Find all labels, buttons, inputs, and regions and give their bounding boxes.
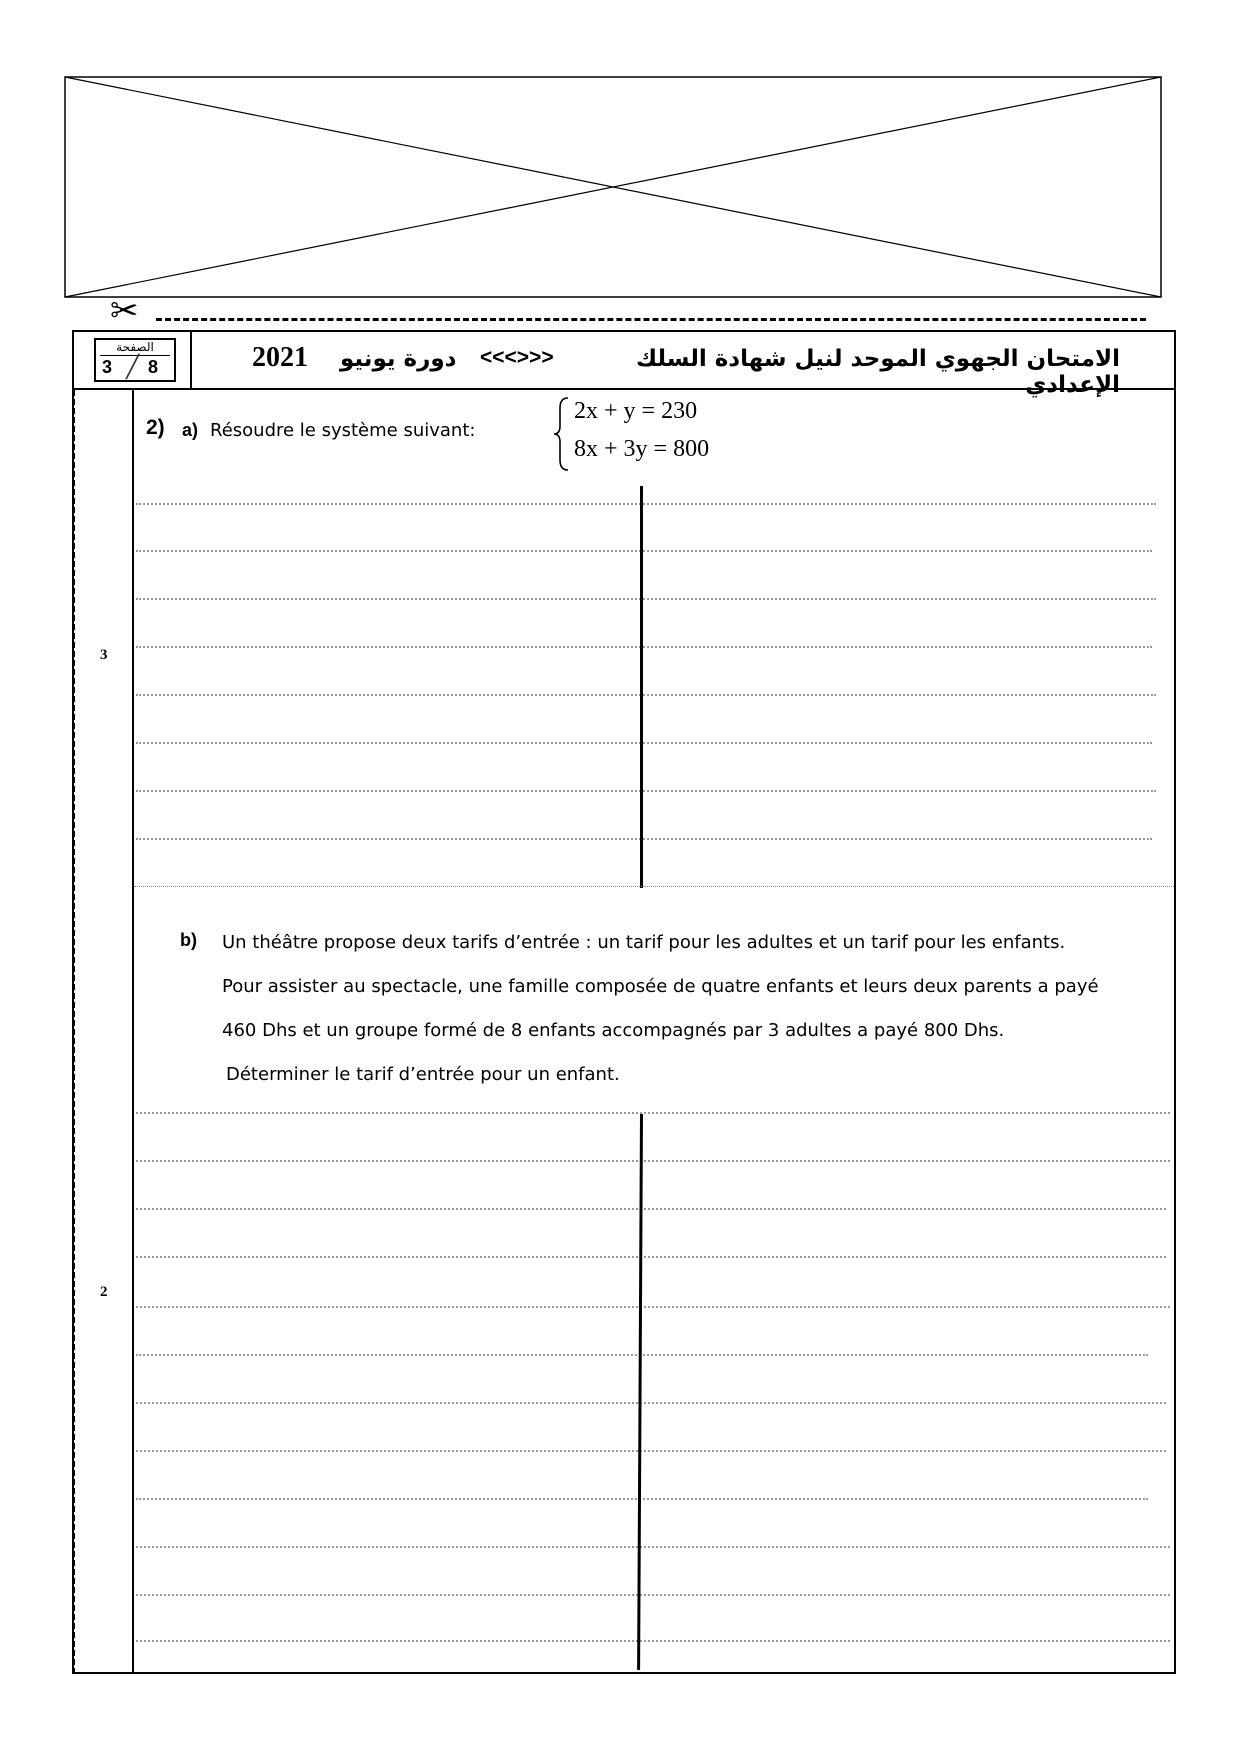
answer-line xyxy=(136,1498,1148,1500)
answer-line xyxy=(136,550,1152,552)
answer-line xyxy=(136,838,1152,840)
answer-line xyxy=(136,1112,1170,1114)
exam-frame xyxy=(72,330,1176,1674)
score-column-divider xyxy=(132,390,134,1674)
answer-line xyxy=(136,598,1156,600)
answer-line xyxy=(136,1208,1166,1210)
brace-symbol xyxy=(552,396,572,472)
score-part-a: 3 xyxy=(100,647,108,663)
cut-line xyxy=(156,318,1146,321)
part-b-line-3: 460 Dhs et un groupe formé de 8 enfants accompagnés par 3 adultes a payé 800 Dhs. xyxy=(222,1020,1005,1041)
answer-line xyxy=(136,1402,1166,1404)
answer-line xyxy=(136,742,1152,744)
page-current: 3 xyxy=(102,357,113,377)
answer-line xyxy=(136,790,1156,792)
part-b-line-2: Pour assister au spectacle, une famille composée de quatre enfants et leurs deux parents a payé xyxy=(222,976,1099,997)
equation-system xyxy=(552,396,732,476)
page-number-box xyxy=(94,338,176,382)
answer-line xyxy=(136,1306,1170,1308)
answer-line xyxy=(136,694,1156,696)
answer-line xyxy=(136,1450,1166,1452)
session-year: 2021 xyxy=(252,342,308,373)
scissors-icon: ✂ xyxy=(110,291,139,331)
equation-2: 8x + 3y = 800 xyxy=(574,436,710,462)
score-part-b: 2 xyxy=(100,1284,108,1300)
answer-divider xyxy=(640,486,643,888)
left-dashed-border xyxy=(72,390,75,1674)
answer-line xyxy=(136,1546,1170,1548)
answer-line xyxy=(136,1594,1170,1596)
session-label: دورة يونيو xyxy=(340,346,457,372)
question-number: 2) xyxy=(146,416,165,439)
page-total: 8 xyxy=(148,357,159,377)
exam-title: الامتحان الجهوي الموحد لنيل شهادة السلك الإعدادي xyxy=(635,346,1120,398)
part-b-line-4: Déterminer le tarif d’entrée pour un enfant. xyxy=(226,1064,620,1085)
part-a-prompt: Résoudre le système suivant: xyxy=(210,420,476,441)
page-label: الصفحة xyxy=(116,340,154,354)
header-divider xyxy=(190,330,192,390)
part-a-letter: a) xyxy=(182,420,199,440)
part-b-line-1: Un théâtre propose deux tarifs d’entrée : un tarif pour les adultes et un tarif pour les enfants. xyxy=(222,932,1066,953)
answer-line xyxy=(136,646,1152,648)
answer-line xyxy=(136,1640,1170,1642)
answer-line xyxy=(136,1160,1170,1162)
answer-line xyxy=(136,1256,1166,1258)
section-separator xyxy=(134,886,1174,887)
answer-line xyxy=(136,1354,1148,1356)
equation-1: 2x + y = 230 xyxy=(574,398,698,424)
page-slash: ╱ xyxy=(126,355,140,380)
header-ornament: <<<>>> xyxy=(480,346,554,369)
part-b-letter: b) xyxy=(180,930,197,950)
cut-line-row xyxy=(110,291,1140,331)
answer-line xyxy=(136,503,1156,505)
crossed-out-box xyxy=(64,76,1162,298)
